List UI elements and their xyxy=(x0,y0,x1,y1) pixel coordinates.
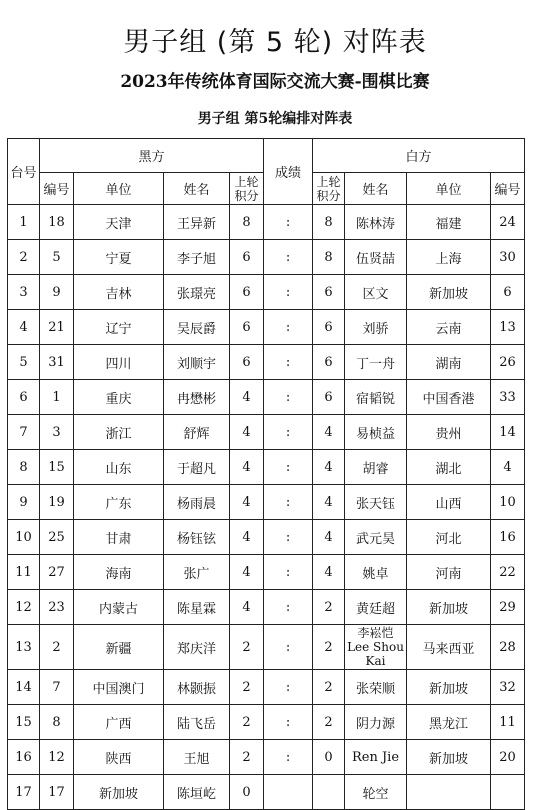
white-unit: 新加坡 xyxy=(407,275,491,310)
black-name: 陈垣屹 xyxy=(164,775,230,810)
header-label: 积分 xyxy=(316,188,341,203)
black-prev-points: 2 xyxy=(230,705,264,740)
header-black-unit: 单位 xyxy=(74,173,164,205)
table-no: 2 xyxy=(8,240,40,275)
white-number: 13 xyxy=(491,310,525,345)
black-name: 陆飞岳 xyxy=(164,705,230,740)
white-name: 丁一舟 xyxy=(345,345,407,380)
header-black-number: 编号 xyxy=(40,173,74,205)
black-unit: 新加坡 xyxy=(74,775,164,810)
table-no: 15 xyxy=(8,705,40,740)
black-prev-points: 6 xyxy=(230,240,264,275)
header-white-name: 姓名 xyxy=(345,173,407,205)
result-cell: : xyxy=(264,705,313,740)
result-cell: : xyxy=(264,240,313,275)
table-row xyxy=(8,520,525,555)
table-no: 1 xyxy=(8,205,40,240)
black-name: 李子旭 xyxy=(164,240,230,275)
black-number: 1 xyxy=(40,380,74,415)
white-prev-points: 2 xyxy=(313,590,345,625)
result-cell: : xyxy=(264,670,313,705)
white-unit: 马来西亚 xyxy=(407,625,491,670)
white-name-latin-cont: Kai xyxy=(365,654,386,668)
table-row xyxy=(8,345,525,380)
black-unit: 海南 xyxy=(74,555,164,590)
white-prev-points: 8 xyxy=(313,205,345,240)
white-name: 易桢益 xyxy=(345,415,407,450)
black-unit: 新疆 xyxy=(74,625,164,670)
table-row xyxy=(8,310,525,345)
black-name: 陈星霖 xyxy=(164,590,230,625)
table-no: 16 xyxy=(8,740,40,775)
white-name-multiline xyxy=(345,626,406,668)
black-prev-points: 6 xyxy=(230,345,264,380)
white-prev-points: 8 xyxy=(313,240,345,275)
table-caption: 男子组 第5轮编排对阵表 xyxy=(197,111,353,127)
white-name: 武元昊 xyxy=(345,520,407,555)
result-cell: : xyxy=(264,345,313,380)
white-unit: 上海 xyxy=(407,240,491,275)
white-number: 4 xyxy=(491,450,525,485)
white-unit: 福建 xyxy=(407,205,491,240)
white-unit xyxy=(407,775,491,810)
black-name: 舒辉 xyxy=(164,415,230,450)
header-black-name: 姓名 xyxy=(164,173,230,205)
black-unit: 四川 xyxy=(74,345,164,380)
black-prev-points: 4 xyxy=(230,520,264,555)
white-name: 阴力源 xyxy=(345,705,407,740)
white-name: 张天钰 xyxy=(345,485,407,520)
result-cell: : xyxy=(264,555,313,590)
header-black-prev-points xyxy=(230,173,264,205)
result-cell: : xyxy=(264,740,313,775)
white-prev-points: 2 xyxy=(313,625,345,670)
black-name: 林颢振 xyxy=(164,670,230,705)
white-number: 33 xyxy=(491,380,525,415)
pairing-table xyxy=(7,138,525,810)
black-number: 15 xyxy=(40,450,74,485)
black-name: 吴辰爵 xyxy=(164,310,230,345)
black-number: 9 xyxy=(40,275,74,310)
table-row xyxy=(8,415,525,450)
white-name: 姚卓 xyxy=(345,555,407,590)
white-number: 10 xyxy=(491,485,525,520)
white-prev-points: 4 xyxy=(313,555,345,590)
header-label: 上轮 xyxy=(234,174,259,189)
white-number: 28 xyxy=(491,625,525,670)
table-row xyxy=(8,705,525,740)
white-unit: 新加坡 xyxy=(407,670,491,705)
white-prev-points: 0 xyxy=(313,740,345,775)
table-row xyxy=(8,485,525,520)
result-cell: : xyxy=(264,380,313,415)
black-number: 18 xyxy=(40,205,74,240)
white-unit: 黑龙江 xyxy=(407,705,491,740)
black-name: 冉懋彬 xyxy=(164,380,230,415)
black-number: 23 xyxy=(40,590,74,625)
white-number: 30 xyxy=(491,240,525,275)
black-prev-points: 4 xyxy=(230,555,264,590)
white-prev-points: 6 xyxy=(313,380,345,415)
black-prev-points: 4 xyxy=(230,380,264,415)
table-no: 17 xyxy=(8,775,40,810)
black-number: 2 xyxy=(40,625,74,670)
white-unit: 贵州 xyxy=(407,415,491,450)
table-row xyxy=(8,240,525,275)
black-prev-points: 2 xyxy=(230,670,264,705)
white-unit: 中国香港 xyxy=(407,380,491,415)
white-unit: 河北 xyxy=(407,520,491,555)
result-cell: : xyxy=(264,520,313,555)
white-name: 张荣顺 xyxy=(345,670,407,705)
white-prev-points: 2 xyxy=(313,670,345,705)
result-cell: : xyxy=(264,415,313,450)
header-white-prev-points xyxy=(313,173,345,205)
black-name: 刘顺宇 xyxy=(164,345,230,380)
black-name: 杨钰铉 xyxy=(164,520,230,555)
black-number: 12 xyxy=(40,740,74,775)
white-unit: 云南 xyxy=(407,310,491,345)
black-number: 8 xyxy=(40,705,74,740)
black-unit: 浙江 xyxy=(74,415,164,450)
black-unit: 宁夏 xyxy=(74,240,164,275)
black-unit: 中国澳门 xyxy=(74,670,164,705)
black-number: 3 xyxy=(40,415,74,450)
black-name: 张璟亮 xyxy=(164,275,230,310)
white-unit: 河南 xyxy=(407,555,491,590)
table-row xyxy=(8,380,525,415)
event-title: 2023年传统体育国际交流大赛-围棋比赛 xyxy=(120,72,430,92)
table-no: 5 xyxy=(8,345,40,380)
black-unit: 辽宁 xyxy=(74,310,164,345)
black-prev-points: 4 xyxy=(230,450,264,485)
black-prev-points: 0 xyxy=(230,775,264,810)
table-no: 10 xyxy=(8,520,40,555)
black-number: 21 xyxy=(40,310,74,345)
white-prev-points: 6 xyxy=(313,345,345,380)
header-label: 积分 xyxy=(234,188,259,203)
black-unit: 重庆 xyxy=(74,380,164,415)
white-number: 29 xyxy=(491,590,525,625)
white-name: 刘骄 xyxy=(345,310,407,345)
white-name: 宿韬锐 xyxy=(345,380,407,415)
white-number: 24 xyxy=(491,205,525,240)
black-unit: 广西 xyxy=(74,705,164,740)
table-row xyxy=(8,670,525,705)
white-number: 26 xyxy=(491,345,525,380)
header-white: 白方 xyxy=(313,139,525,173)
white-prev-points: 4 xyxy=(313,450,345,485)
black-number: 7 xyxy=(40,670,74,705)
table-row xyxy=(8,775,525,810)
white-prev-points: 6 xyxy=(313,275,345,310)
result-cell: : xyxy=(264,625,313,670)
table-no: 11 xyxy=(8,555,40,590)
bye-label: 轮空 xyxy=(345,775,407,810)
black-name: 王旭 xyxy=(164,740,230,775)
black-prev-points: 2 xyxy=(230,625,264,670)
table-row xyxy=(8,590,525,625)
black-number: 5 xyxy=(40,240,74,275)
white-unit: 山西 xyxy=(407,485,491,520)
black-unit: 陕西 xyxy=(74,740,164,775)
table-row xyxy=(8,555,525,590)
black-name: 郑庆洋 xyxy=(164,625,230,670)
white-prev-points: 2 xyxy=(313,705,345,740)
black-number: 27 xyxy=(40,555,74,590)
black-name: 王异新 xyxy=(164,205,230,240)
white-name: Ren Jie xyxy=(345,740,407,775)
table-no: 14 xyxy=(8,670,40,705)
white-name xyxy=(345,625,407,670)
white-number: 32 xyxy=(491,670,525,705)
table-no: 9 xyxy=(8,485,40,520)
black-prev-points: 6 xyxy=(230,275,264,310)
white-number: 11 xyxy=(491,705,525,740)
white-prev-points: 6 xyxy=(313,310,345,345)
table-no: 7 xyxy=(8,415,40,450)
result-cell xyxy=(264,775,313,810)
result-cell: : xyxy=(264,205,313,240)
white-unit: 新加坡 xyxy=(407,740,491,775)
white-number: 16 xyxy=(491,520,525,555)
black-number: 25 xyxy=(40,520,74,555)
white-name-chinese: 李崧恺 xyxy=(357,626,394,640)
white-number: 6 xyxy=(491,275,525,310)
page-title: 男子组 (第 5 轮) 对阵表 xyxy=(123,27,427,58)
black-prev-points: 2 xyxy=(230,740,264,775)
black-unit: 内蒙古 xyxy=(74,590,164,625)
white-number: 20 xyxy=(491,740,525,775)
white-unit: 湖南 xyxy=(407,345,491,380)
white-number: 22 xyxy=(491,555,525,590)
black-number: 31 xyxy=(40,345,74,380)
white-name: 伍贤喆 xyxy=(345,240,407,275)
result-cell: : xyxy=(264,450,313,485)
black-prev-points: 4 xyxy=(230,590,264,625)
white-prev-points: 4 xyxy=(313,520,345,555)
header-white-unit: 单位 xyxy=(407,173,491,205)
result-cell: : xyxy=(264,485,313,520)
table-no: 8 xyxy=(8,450,40,485)
white-prev-points: 4 xyxy=(313,415,345,450)
black-number: 19 xyxy=(40,485,74,520)
table-no: 4 xyxy=(8,310,40,345)
table-no: 3 xyxy=(8,275,40,310)
white-prev-points: 4 xyxy=(313,485,345,520)
white-name: 黄廷超 xyxy=(345,590,407,625)
table-no: 6 xyxy=(8,380,40,415)
table-row xyxy=(8,275,525,310)
black-unit: 广东 xyxy=(74,485,164,520)
white-unit: 新加坡 xyxy=(407,590,491,625)
header-black: 黑方 xyxy=(40,139,264,173)
black-name: 杨雨晨 xyxy=(164,485,230,520)
white-name: 胡睿 xyxy=(345,450,407,485)
header-result: 成绩 xyxy=(264,139,313,205)
white-name: 陈林涛 xyxy=(345,205,407,240)
white-name: 区文 xyxy=(345,275,407,310)
result-cell: : xyxy=(264,310,313,345)
black-unit: 天津 xyxy=(74,205,164,240)
black-name: 于超凡 xyxy=(164,450,230,485)
header-label: 上轮 xyxy=(316,174,341,189)
black-unit: 吉林 xyxy=(74,275,164,310)
result-cell: : xyxy=(264,590,313,625)
white-name-latin: Lee Shou xyxy=(347,640,404,654)
table-row xyxy=(8,450,525,485)
white-prev-points xyxy=(313,775,345,810)
table-row xyxy=(8,740,525,775)
table-row xyxy=(8,625,525,670)
white-number xyxy=(491,775,525,810)
black-prev-points: 4 xyxy=(230,485,264,520)
header-white-number: 编号 xyxy=(491,173,525,205)
table-row xyxy=(8,205,525,240)
black-unit: 山东 xyxy=(74,450,164,485)
white-number: 14 xyxy=(491,415,525,450)
table-no: 12 xyxy=(8,590,40,625)
black-prev-points: 6 xyxy=(230,310,264,345)
black-prev-points: 8 xyxy=(230,205,264,240)
white-unit: 湖北 xyxy=(407,450,491,485)
black-unit: 甘肃 xyxy=(74,520,164,555)
header-table-no: 台号 xyxy=(8,139,40,205)
table-no: 13 xyxy=(8,625,40,670)
black-number: 17 xyxy=(40,775,74,810)
result-cell: : xyxy=(264,275,313,310)
black-prev-points: 4 xyxy=(230,415,264,450)
black-name: 张广 xyxy=(164,555,230,590)
